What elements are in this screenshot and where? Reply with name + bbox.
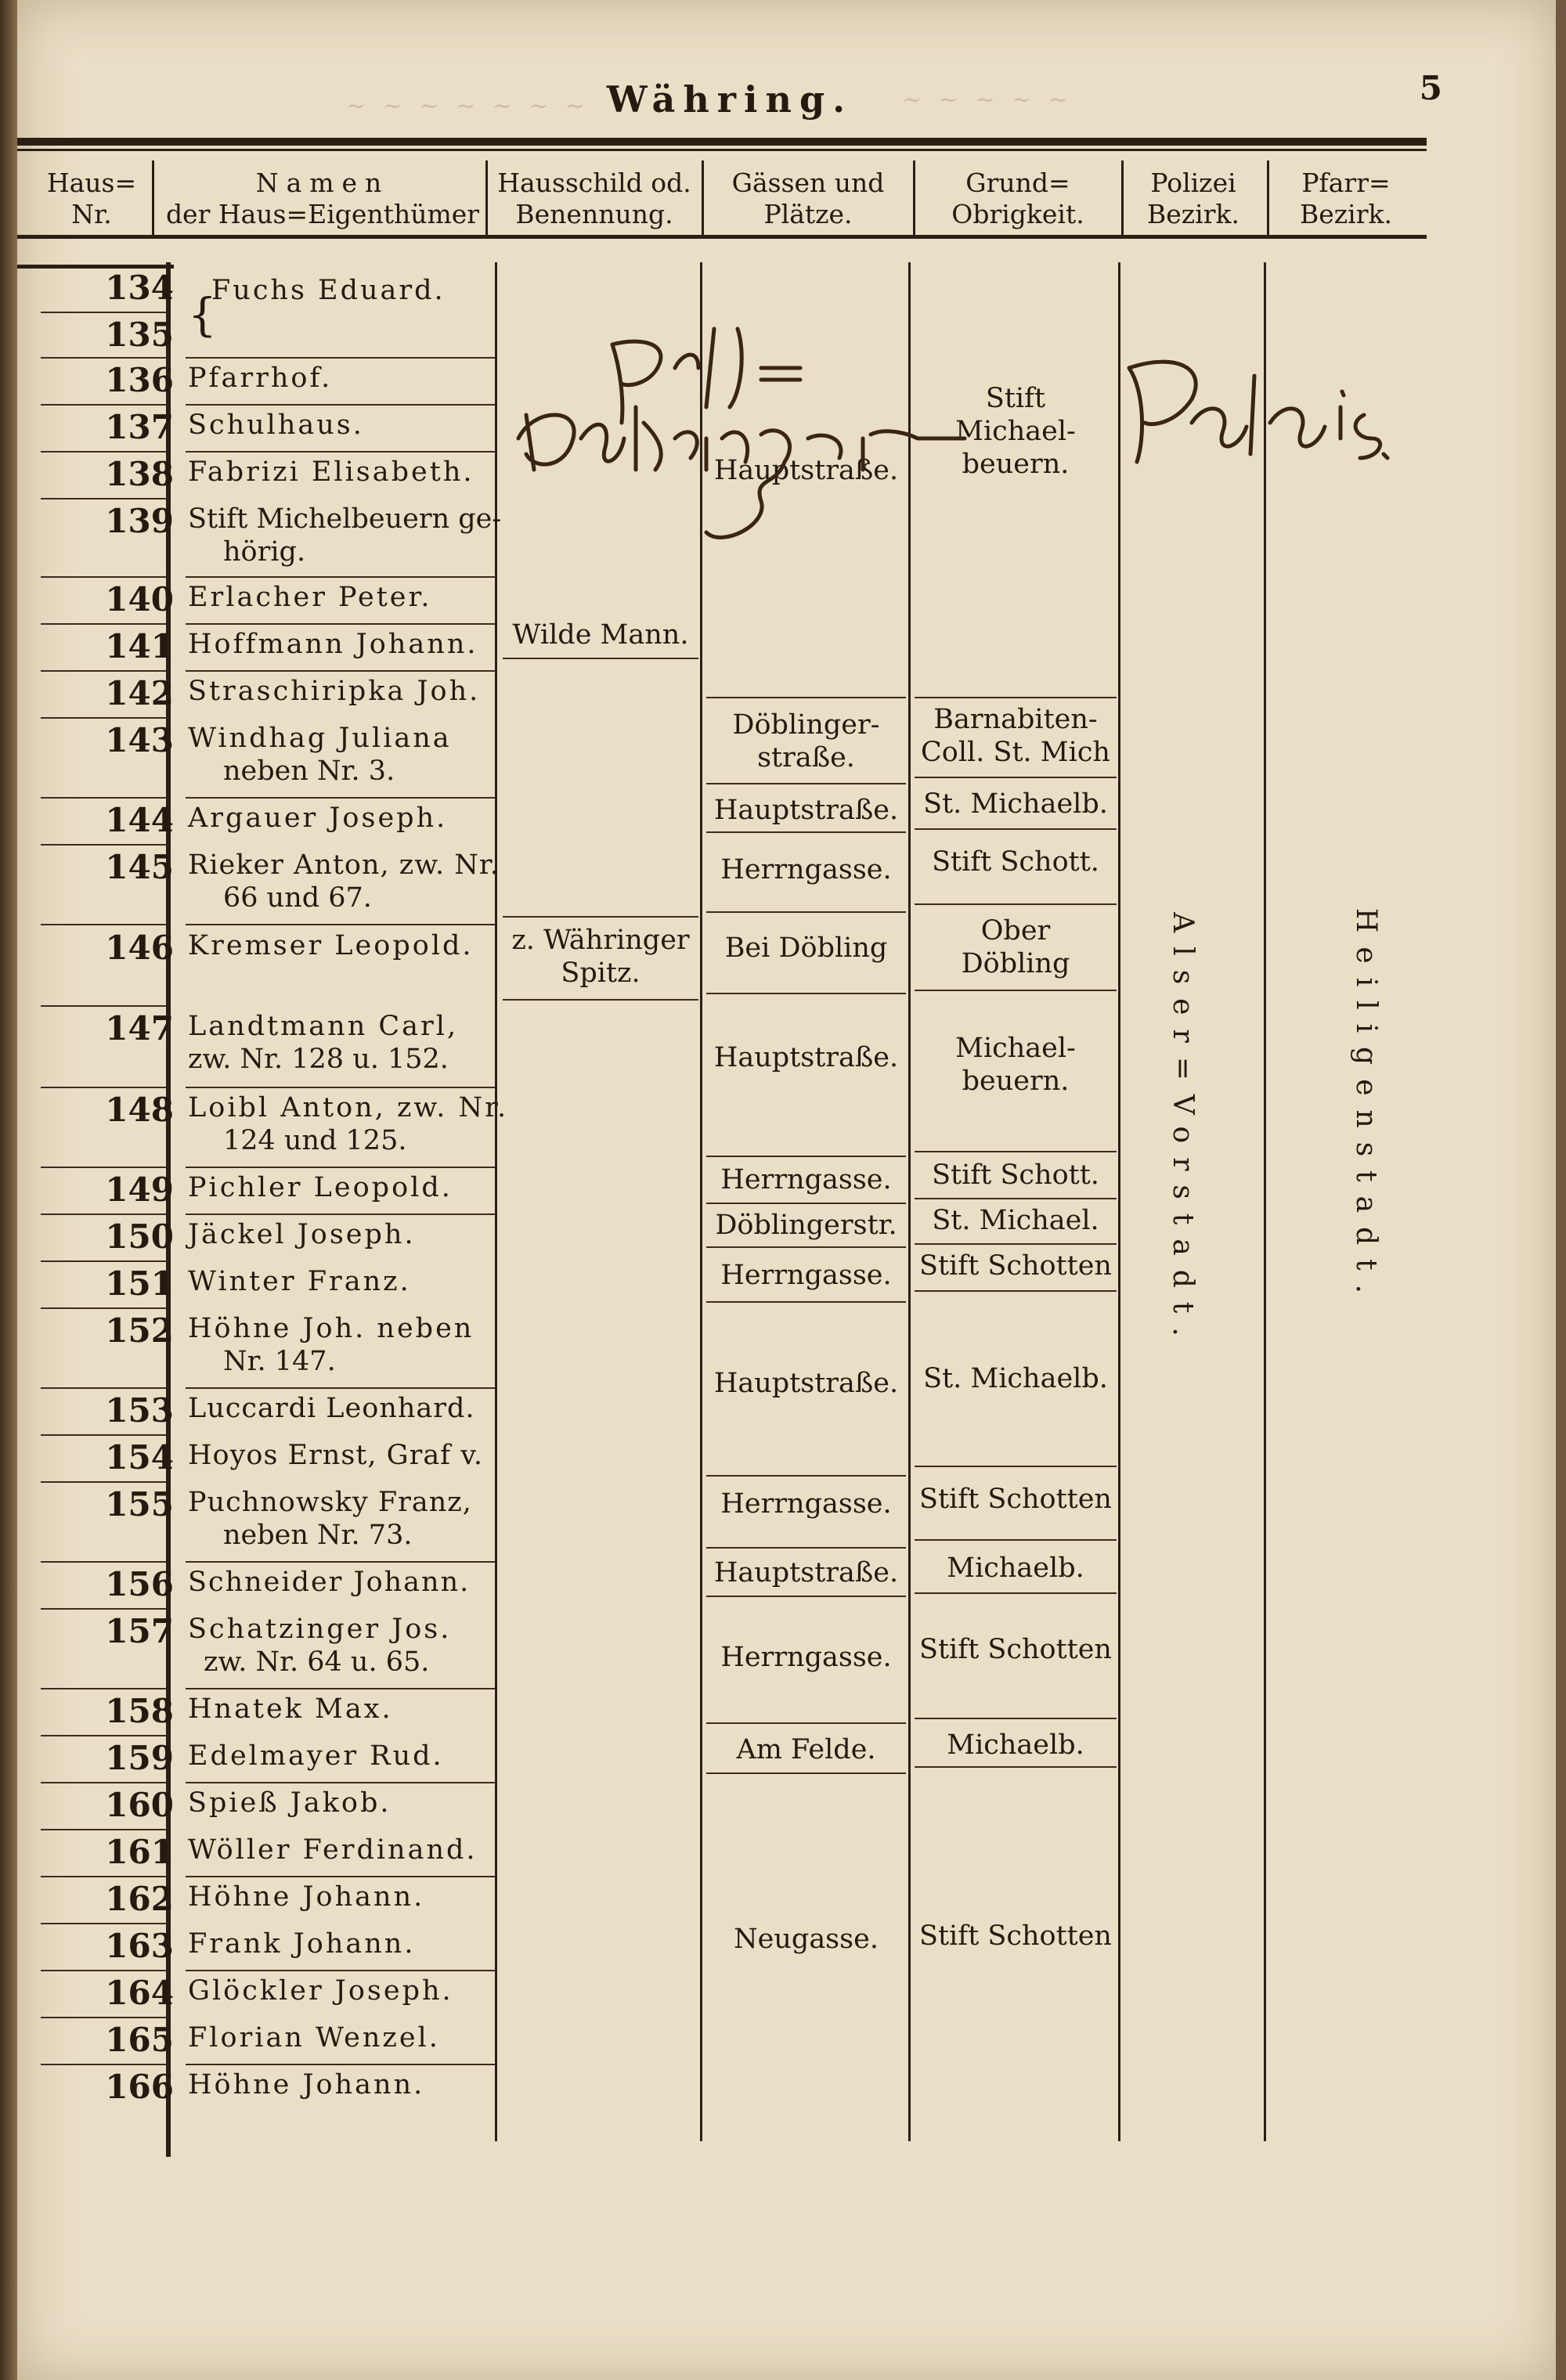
column-header-polizei: Polizei Bezirk.	[1147, 168, 1239, 229]
authority-name: Stift Schott.	[932, 846, 1099, 878]
row-number: 158	[105, 1692, 174, 1730]
authority-name: Coll. St. Mich	[921, 737, 1110, 768]
owner-name: Loibl Anton, zw. Nr. 124 und 125.	[188, 1092, 509, 1156]
authority-name: St. Michael.	[932, 1205, 1099, 1236]
bleed-through-text: ~ ~ ~ ~ ~ ~ ~	[346, 92, 590, 120]
owner-name: Schulhaus.	[188, 409, 364, 441]
owner-name: Fuchs Eduard.	[211, 275, 446, 306]
owner-name: Hoyos Ernst, Graf v.	[188, 1440, 484, 1471]
street-name: Neugasse.	[734, 1924, 879, 1955]
running-title: Währing.	[606, 78, 853, 121]
column-header-pfarr: Pfarr= Bezirk.	[1300, 168, 1392, 229]
street-name: Döblinger-	[732, 709, 880, 741]
owner-name: Frank Johann.	[188, 1928, 416, 1960]
street-name: Hauptstraße.	[713, 1557, 899, 1588]
hausschild-name: Spitz.	[561, 957, 640, 989]
authority-name: Michael-	[955, 1033, 1076, 1064]
owner-name: Glöckler Joseph.	[188, 1975, 453, 2007]
street-name: Hauptstraße.	[713, 1042, 899, 1073]
row-number: 147	[105, 1009, 174, 1048]
street-name: Hauptstraße.	[713, 795, 899, 826]
row-number: 154	[105, 1438, 174, 1477]
authority-name: St. Michaelb.	[923, 788, 1108, 820]
page-number: 5	[1419, 69, 1442, 107]
street-name: Herrngasse.	[720, 1260, 892, 1291]
authority-name: Barnabiten-	[933, 704, 1098, 735]
row-number: 165	[105, 2021, 174, 2059]
row-number: 161	[105, 1833, 174, 1871]
hausschild-name: Wilde Mann.	[512, 619, 689, 651]
row-number: 164	[105, 1974, 174, 2012]
authority-name: beuern.	[962, 1066, 1070, 1097]
row-number: 145	[105, 848, 174, 886]
row-number: 153	[105, 1391, 174, 1430]
owner-name: Höhne Joh. neben Nr. 147.	[188, 1313, 474, 1377]
row-number: 160	[105, 1786, 174, 1824]
row-number: 148	[105, 1091, 174, 1129]
street-name: Herrngasse.	[720, 1164, 892, 1195]
row-number: 143	[105, 721, 174, 759]
row-number: 142	[105, 674, 174, 712]
authority-name: Döbling	[961, 948, 1070, 979]
row-number: 138	[105, 455, 174, 493]
owner-name: Spieß Jakob.	[188, 1787, 392, 1819]
owner-name: Stift Michelbeuern ge- hörig.	[188, 503, 502, 568]
authority-name: Stift Schott.	[932, 1159, 1099, 1191]
row-number: 152	[105, 1311, 174, 1350]
row-number: 136	[105, 361, 174, 399]
authority-name: Michaelb.	[947, 1729, 1084, 1761]
owner-name: Hoffmann Johann.	[188, 629, 478, 660]
row-number: 163	[105, 1927, 174, 1965]
street-name: Herrngasse.	[720, 1488, 892, 1520]
row-number: 144	[105, 801, 174, 839]
row-number: 151	[105, 1264, 174, 1303]
owner-name: Rieker Anton, zw. Nr. 66 und 67.	[188, 849, 500, 914]
owner-name: Höhne Johann.	[188, 2069, 425, 2101]
owner-name: Florian Wenzel.	[188, 2022, 440, 2054]
authority-name: beuern.	[962, 449, 1070, 480]
owner-name: Edelmayer Rud.	[188, 1740, 444, 1772]
row-number: 146	[105, 929, 174, 967]
parish-district: Heiligenstadt.	[1350, 907, 1382, 1308]
column-header-namen: Namen der Haus=Eigenthümer	[165, 168, 480, 229]
handwritten-annotation	[17, 0, 1556, 2380]
owner-name: Höhne Johann.	[188, 1881, 425, 1913]
owner-name: Kremser Leopold.	[188, 930, 474, 961]
row-number: 149	[105, 1170, 174, 1209]
owner-name: Fabrizi Elisabeth.	[188, 456, 474, 488]
owner-name: Argauer Joseph.	[188, 802, 448, 834]
row-number: 139	[105, 502, 174, 540]
owner-name: Wöller Ferdinand.	[188, 1834, 478, 1866]
column-header-grund: Grund= Obrigkeit.	[951, 168, 1084, 229]
street-name: straße.	[757, 742, 855, 774]
owner-name: Schneider Johann.	[188, 1567, 471, 1598]
authority-name: Michaelb.	[947, 1552, 1084, 1584]
street-name: Döblingerstr.	[715, 1210, 897, 1241]
police-district: Alser=Vorstadt.	[1167, 912, 1199, 1350]
owner-name: Windhag Juliana neben Nr. 3.	[188, 723, 452, 787]
row-number: 140	[105, 580, 174, 618]
hausschild-name: z. Währinger	[511, 925, 690, 956]
row-number: 156	[105, 1565, 174, 1603]
owner-name: Puchnowsky Franz, neben Nr. 73.	[188, 1487, 472, 1551]
book-page	[17, 0, 1556, 2380]
street-name: Hauptstraße.	[713, 1368, 899, 1399]
owner-name: Erlacher Peter.	[188, 582, 432, 613]
authority-name: Ober	[980, 915, 1051, 947]
column-header-gassen: Gässen und Plätze.	[731, 168, 885, 229]
owner-name: Pichler Leopold.	[188, 1172, 453, 1203]
owner-name: Luccardi Leonhard.	[188, 1393, 475, 1424]
book-spine	[0, 0, 17, 2380]
authority-name: St. Michaelb.	[923, 1363, 1108, 1394]
row-number: 157	[105, 1612, 174, 1650]
authority-name: Stift Schotten	[919, 1920, 1112, 1952]
street-name: Hauptstraße.	[713, 455, 899, 486]
owner-name: Winter Franz.	[188, 1266, 411, 1297]
street-name: Bei Döbling	[724, 932, 888, 964]
authority-name: Stift	[985, 383, 1046, 414]
row-number: 155	[105, 1485, 174, 1524]
owner-name: Pfarrhof.	[188, 362, 333, 394]
bleed-through-text: ~ ~ ~ ~ ~	[902, 86, 1073, 114]
row-number: 159	[105, 1739, 174, 1777]
authority-name: Stift Schotten	[919, 1484, 1112, 1515]
authority-name: Michael-	[955, 416, 1076, 447]
column-header-hausschild: Hausschild od. Benennung.	[497, 168, 691, 229]
row-number: 150	[105, 1217, 174, 1256]
row-number: 162	[105, 1880, 174, 1918]
row-number: 135	[105, 316, 174, 354]
street-name: Herrngasse.	[720, 1642, 892, 1673]
owner-name: Straschiripka Joh.	[188, 676, 481, 707]
owner-name: Landtmann Carl, zw. Nr. 128 u. 152.	[188, 1011, 459, 1075]
row-number: 137	[105, 408, 174, 446]
street-name: Herrngasse.	[720, 854, 892, 885]
row-number: 134	[105, 269, 174, 307]
street-name: Am Felde.	[736, 1734, 876, 1765]
owner-name: Jäckel Joseph.	[188, 1219, 416, 1250]
brace-symbol: {	[188, 288, 217, 341]
column-header-haus-nr: Haus= Nr.	[46, 168, 137, 229]
row-number: 141	[105, 627, 174, 665]
owner-name: Hnatek Max.	[188, 1693, 393, 1725]
authority-name: Stift Schotten	[919, 1250, 1112, 1282]
owner-name: Schatzinger Jos. zw. Nr. 64 u. 65.	[188, 1614, 452, 1678]
row-number: 166	[105, 2068, 174, 2106]
authority-name: Stift Schotten	[919, 1634, 1112, 1665]
